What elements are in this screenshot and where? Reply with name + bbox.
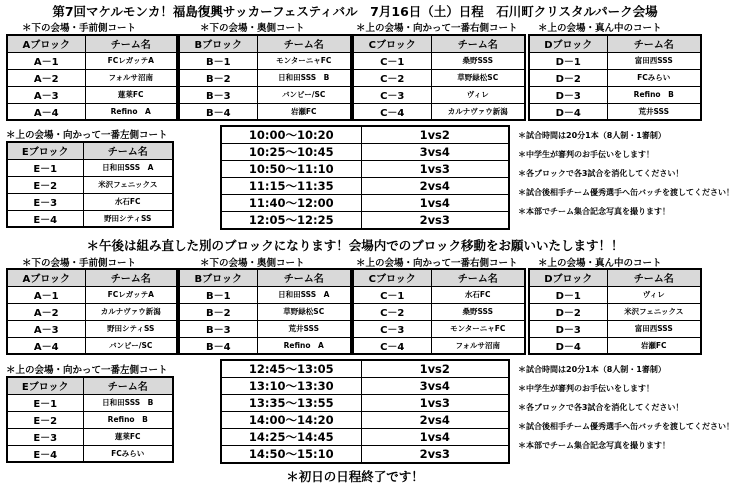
team-name: 水石FC: [83, 193, 173, 210]
match-pairing: 3vs4: [361, 378, 509, 395]
schedule-row: [221, 429, 509, 446]
table-row: [353, 103, 525, 120]
team-header: チーム名: [85, 35, 177, 52]
block-header: Bブロック: [179, 35, 257, 52]
table-row: [529, 303, 701, 320]
match-pairing: 1vs2: [361, 360, 509, 378]
slot-number: C－1: [353, 286, 431, 303]
slot-number: D－1: [529, 52, 607, 69]
team-name: 日和田SSS B: [257, 69, 351, 86]
table-row: [7, 337, 177, 354]
slot-number: D－4: [529, 337, 607, 354]
block-d-caption: ＊上の会場・真ん中のコート: [538, 23, 662, 34]
table-row: [529, 286, 701, 303]
table-row: [7, 394, 173, 411]
block-a-caption: ＊下の会場・手前側コート: [22, 258, 137, 269]
block-header: Cブロック: [353, 269, 431, 286]
pm-block-e-table: [6, 376, 174, 463]
table-row: [7, 69, 177, 86]
team-name: 水石FC: [431, 286, 525, 303]
team-name: フォルサ沼南: [431, 337, 525, 354]
team-name: フォルサ沼南: [85, 69, 177, 86]
slot-number: B－2: [179, 303, 257, 320]
match-pairing: 2vs3: [361, 212, 509, 230]
slot-number: E－4: [7, 210, 83, 227]
table-row: [7, 445, 173, 462]
slot-number: C－3: [353, 86, 431, 103]
team-name: モンターニャFC: [431, 320, 525, 337]
table-row: [353, 52, 525, 69]
schedule-row: [221, 446, 509, 464]
slot-number: A－1: [7, 52, 85, 69]
team-name: 草野緑松SC: [257, 303, 351, 320]
schedule-row: [221, 360, 509, 378]
team-name: 富田西SSS: [607, 320, 701, 337]
team-name: FCレガッテA: [85, 52, 177, 69]
am-block-b-table: [178, 34, 352, 121]
schedule-row: [221, 395, 509, 412]
match-time: 12:05～12:25: [221, 212, 361, 230]
schedule-row: [221, 126, 509, 144]
match-pairing: 1vs4: [361, 429, 509, 446]
match-time: 10:25～10:45: [221, 144, 361, 161]
block-c-caption: ＊上の会場・向かって一番右側コート: [356, 258, 518, 269]
table-row: [7, 411, 173, 428]
schedule-row: [221, 378, 509, 395]
block-header: Eブロック: [7, 377, 83, 394]
slot-number: E－1: [7, 159, 83, 176]
block-header: Aブロック: [7, 35, 85, 52]
block-header: Dブロック: [529, 269, 607, 286]
page-title: 第7回マケルモンカ！福島復興サッカーフェスティバル 7月16日（土）日程 石川町クリスタルパーク会場: [52, 4, 658, 19]
am-block-e-table: [6, 141, 174, 228]
team-name: 蓮莱FC: [85, 86, 177, 103]
team-header: チーム名: [431, 269, 525, 286]
team-header: チーム名: [83, 142, 173, 159]
team-name: Refino A: [85, 103, 177, 120]
slot-number: D－2: [529, 303, 607, 320]
block-b-caption: ＊下の会場・奥側コート: [200, 23, 305, 34]
table-row: [7, 320, 177, 337]
table-row: [529, 103, 701, 120]
team-header: チーム名: [83, 377, 173, 394]
table-row: [179, 337, 351, 354]
pm-block-c-table: [352, 268, 526, 355]
pm-block-b-table: [178, 268, 352, 355]
slot-number: D－3: [529, 320, 607, 337]
table-row: [7, 428, 173, 445]
table-row: [353, 286, 525, 303]
team-header: チーム名: [607, 35, 701, 52]
table-row: [529, 337, 701, 354]
match-pairing: 3vs4: [361, 144, 509, 161]
team-name: 荒井SSS: [607, 103, 701, 120]
slot-number: D－1: [529, 286, 607, 303]
note-item: ＊試合後相手チーム優秀選手へ缶バッチを渡してください！: [518, 188, 734, 197]
match-time: 13:35～13:55: [221, 395, 361, 412]
table-row: [7, 303, 177, 320]
team-name: 米沢フェニックス: [83, 176, 173, 193]
slot-number: B－1: [179, 52, 257, 69]
pm-notes: [518, 360, 734, 455]
slot-number: A－2: [7, 69, 85, 86]
block-header: Eブロック: [7, 142, 83, 159]
team-header: チーム名: [257, 269, 351, 286]
match-time: 12:45～13:05: [221, 360, 361, 378]
slot-number: A－4: [7, 103, 85, 120]
team-name: 桑野SSS: [431, 52, 525, 69]
team-name: FCみらい: [607, 69, 701, 86]
note-item: ＊各ブロックで各3試合を消化してください！: [518, 169, 684, 178]
afternoon-banner: ＊午後は組み直した別のブロックになります！会場内でのブロック移動をお願いいたします！！: [86, 238, 624, 253]
slot-number: B－1: [179, 286, 257, 303]
table-row: [7, 52, 177, 69]
table-row: [7, 286, 177, 303]
table-row: [353, 303, 525, 320]
team-name: ヴィレ: [607, 286, 701, 303]
table-row: [179, 286, 351, 303]
slot-number: B－4: [179, 103, 257, 120]
note-item: ＊中学生が審判のお手伝いをします！: [518, 384, 654, 393]
schedule-row: [221, 161, 509, 178]
match-time: 14:25～14:45: [221, 429, 361, 446]
team-name: バンビー/SC: [85, 337, 177, 354]
slot-number: B－3: [179, 320, 257, 337]
match-time: 14:00～14:20: [221, 412, 361, 429]
team-name: 野田シティSS: [83, 210, 173, 227]
slot-number: E－2: [7, 411, 83, 428]
slot-number: E－3: [7, 193, 83, 210]
team-header: チーム名: [257, 35, 351, 52]
slot-number: E－1: [7, 394, 83, 411]
team-name: 荒井SSS: [257, 320, 351, 337]
team-name: カルナヴァウ新潟: [85, 303, 177, 320]
block-header: Aブロック: [7, 269, 85, 286]
match-pairing: 2vs4: [361, 178, 509, 195]
table-row: [529, 52, 701, 69]
am-schedule-table: [220, 125, 510, 230]
team-name: バンビー/SC: [257, 86, 351, 103]
schedule-row: [221, 212, 509, 230]
table-row: [179, 303, 351, 320]
team-name: 日和田SSS B: [83, 394, 173, 411]
slot-number: B－4: [179, 337, 257, 354]
block-e-caption: ＊上の会場・向かって一番左側コート: [6, 365, 168, 376]
team-name: 桑野SSS: [431, 303, 525, 320]
table-row: [353, 86, 525, 103]
block-header: Cブロック: [353, 35, 431, 52]
am-notes: [518, 126, 734, 221]
table-row: [353, 320, 525, 337]
match-time: 11:40～12:00: [221, 195, 361, 212]
block-a-caption: ＊下の会場・手前側コート: [22, 23, 137, 34]
team-name: 野田シティSS: [85, 320, 177, 337]
block-e-caption: ＊上の会場・向かって一番左側コート: [6, 130, 168, 141]
slot-number: C－2: [353, 303, 431, 320]
slot-number: A－2: [7, 303, 85, 320]
block-d-caption: ＊上の会場・真ん中のコート: [538, 258, 662, 269]
table-row: [353, 69, 525, 86]
pm-block-d-table: [528, 268, 702, 355]
team-header: チーム名: [431, 35, 525, 52]
am-block-a-table: [6, 34, 178, 121]
slot-number: D－2: [529, 69, 607, 86]
schedule-row: [221, 178, 509, 195]
note-item: ＊各ブロックで各3試合を消化してください！: [518, 403, 684, 412]
team-name: カルナヴァウ新潟: [431, 103, 525, 120]
note-item: ＊試合後相手チーム優秀選手へ缶バッチを渡してください！: [518, 422, 734, 431]
note-item: ＊試合時間は20分1本（8人制・1審制）: [518, 365, 666, 374]
slot-number: C－4: [353, 103, 431, 120]
table-row: [179, 69, 351, 86]
table-row: [529, 320, 701, 337]
note-item: ＊試合時間は20分1本（8人制・1審制）: [518, 131, 666, 140]
slot-number: C－3: [353, 320, 431, 337]
match-pairing: 1vs3: [361, 161, 509, 178]
block-header: Bブロック: [179, 269, 257, 286]
schedule-row: [221, 412, 509, 429]
team-name: モンターニャFC: [257, 52, 351, 69]
team-name: 岩瀬FC: [607, 337, 701, 354]
match-pairing: 2vs4: [361, 412, 509, 429]
match-time: 14:50～15:10: [221, 446, 361, 464]
table-row: [529, 69, 701, 86]
note-item: ＊本部でチーム集合記念写真を撮ります！: [518, 207, 670, 216]
team-header: チーム名: [607, 269, 701, 286]
slot-number: E－2: [7, 176, 83, 193]
pm-schedule-table: [220, 359, 510, 464]
team-name: 岩瀬FC: [257, 103, 351, 120]
match-time: 10:00～10:20: [221, 126, 361, 144]
slot-number: A－1: [7, 286, 85, 303]
slot-number: A－4: [7, 337, 85, 354]
schedule-row: [221, 195, 509, 212]
team-name: 日和田SSS A: [257, 286, 351, 303]
table-row: [7, 159, 173, 176]
table-row: [179, 86, 351, 103]
block-header: Dブロック: [529, 35, 607, 52]
slot-number: D－3: [529, 86, 607, 103]
am-block-d-table: [528, 34, 702, 121]
team-name: 蓮莱FC: [83, 428, 173, 445]
slot-number: C－1: [353, 52, 431, 69]
team-name: FCみらい: [83, 445, 173, 462]
slot-number: A－3: [7, 86, 85, 103]
team-name: 草野緑松SC: [431, 69, 525, 86]
note-item: ＊中学生が審判のお手伝いをします！: [518, 150, 654, 159]
footer-message: ＊初日の日程終了です！: [286, 469, 424, 484]
team-name: ヴィレ: [431, 86, 525, 103]
match-time: 10:50～11:10: [221, 161, 361, 178]
slot-number: B－3: [179, 86, 257, 103]
slot-number: C－4: [353, 337, 431, 354]
team-name: 日和田SSS A: [83, 159, 173, 176]
match-pairing: 2vs3: [361, 446, 509, 464]
table-row: [353, 337, 525, 354]
schedule-row: [221, 144, 509, 161]
slot-number: E－4: [7, 445, 83, 462]
slot-number: D－4: [529, 103, 607, 120]
note-item: ＊本部でチーム集合記念写真を撮ります！: [518, 441, 670, 450]
table-row: [7, 176, 173, 193]
table-row: [7, 103, 177, 120]
table-row: [7, 193, 173, 210]
slot-number: B－2: [179, 69, 257, 86]
match-time: 13:10～13:30: [221, 378, 361, 395]
table-row: [529, 86, 701, 103]
match-pairing: 1vs2: [361, 126, 509, 144]
slot-number: A－3: [7, 320, 85, 337]
match-pairing: 1vs4: [361, 195, 509, 212]
team-name: FCレガッテA: [85, 286, 177, 303]
team-header: チーム名: [85, 269, 177, 286]
team-name: Refino B: [607, 86, 701, 103]
pm-block-a-table: [6, 268, 178, 355]
table-row: [7, 210, 173, 227]
slot-number: E－3: [7, 428, 83, 445]
table-row: [7, 86, 177, 103]
block-b-caption: ＊下の会場・奥側コート: [200, 258, 305, 269]
team-name: Refino A: [257, 337, 351, 354]
block-c-caption: ＊上の会場・向かって一番右側コート: [356, 23, 518, 34]
match-pairing: 1vs3: [361, 395, 509, 412]
team-name: Refino B: [83, 411, 173, 428]
table-row: [179, 52, 351, 69]
slot-number: C－2: [353, 69, 431, 86]
team-name: 富田西SSS: [607, 52, 701, 69]
match-time: 11:15～11:35: [221, 178, 361, 195]
table-row: [179, 320, 351, 337]
am-block-c-table: [352, 34, 526, 121]
team-name: 米沢フェニックス: [607, 303, 701, 320]
table-row: [179, 103, 351, 120]
